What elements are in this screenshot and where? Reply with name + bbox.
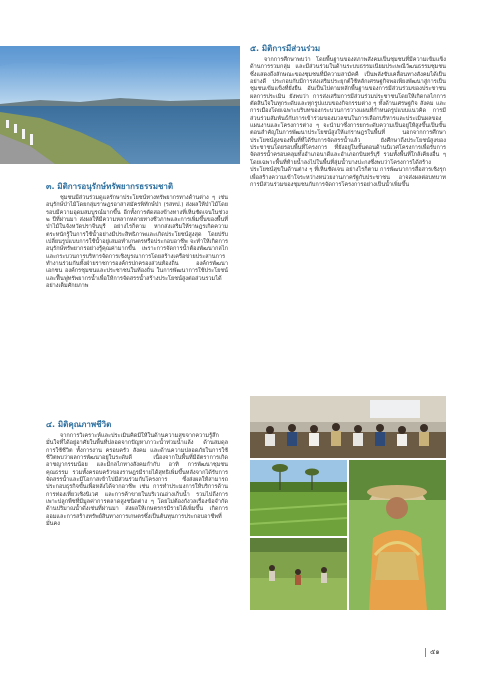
rice-field-photo xyxy=(250,460,347,536)
section-4-paragraph: จากการวิเคราะห์และประเมินคิดมีให้ในด้านความสุขจากความรู้สึกมั่นใจที่ได้อยู่อาศัยในพื้นที่ปลอดจากปัญหาภาวะน้ำท่วมน้ำแล้ง ด้านสมดุลการใช้ชีวิต ทั้งการงาน ครอบครัว สังคม และด้านความปลอดภัยในการใช้ชีวิตพบว่าผลการพัฒนาอยู่ในระดับดี เนื่องจากในพื้นที่มีอัตราการเกิดอาชญากรรมน้อย และมีกลไกทางสังคมกำกับ อาทิ การพัฒนาชุมชนคุณธรรม รวมทั้งครอบครัวของราษฎรมีรายได้สุทธิเพิ่มขึ้นหลังจากได้รับการจัดสรรน้ำและมีโอกาสเข้าไปมีส่วนร่วมกับโครงการ ซึ่งส่งผลให้สามารถประกอบธุรกิจขั้นเพื่อหลังได้จากอาชีพ เช่น การทำประมงการให้บริการด้านการท่องเที่ยวเชิงนิเวศ และการค้าขายในบริเวณอ่างเก็บน้ำ รวมไปถึงการเพาะปลูกพืชที่มีมูลค่าการตลาดสูงชนิดต่าง ๆ โดยไม่ต้องกังวลเรื่องข้อจำกัดด้านปริมาณน้ำดังเช่นที่ผ่านมา ส่งผลให้เกษตรกรมีรายได้เพิ่มขึ้น เกิดการออมและการสร้างทรัพย์สินทางการเกษตรซึ่งเป็นต้นทุนการประกอบอาชีพที่มั่นคง xyxy=(46,433,228,528)
section-3-heading: ๓. มิติการอนุรักษ์ทรัพยากรธรรมชาติ xyxy=(46,182,174,191)
section-5-paragraph: จากการศึกษาพบว่า โดยพื้นฐานของสภาพสังคมเป็นชุมชนที่มีความเข้มแข็งด้านการรวมกลุ่ม และมีส่วนร่วมในด้านระบบธรรมเนียมประเพณีวัฒนธรรมชุมชน ซึ่งแสดงถึงลักษณะของชุมชนที่มีความสามัคคี เป็นพลังขับเคลื่อนทางสังคมได้เป็นอย่างดี ประกอบกับมีการส่งเสริมประยุกต์ใช้หลักเศรษฐกิจพอเพียงพัฒนาสู่การเป็นชุมชนเข้มแข็งที่ยั่งยืน อันเป็นไปตามหลักพื้นฐานของการมีส่วนร่วมของประชาชนผลการประเมิน ยังพบว่า การส่งเสริมการมีส่วนร่วมประชาชนโดยให้เกิดกลไกการตัดสินใจในทุกระดับและทุกรูปแบบของกิจกรรมต่าง ๆ ทั้งด้านเศรษฐกิจ สังคม และการเมืองโดยเฉพาะบริบทของกระบวนการวางแผนที่กำหนดรูปแบบแนวคิด การมีส่วนร่วมสัมพันธ์กับการเข้าร่วมของมวลชนในการเลือกบริหารและประเมินผลของแผนงานและโครงการต่าง ๆ จะนำมาซึ่งการยกระดับความเป็นอยู่ให้สูงขึ้นเป็นขั้นตอนสำคัญในการพัฒนาประโยชน์สูงให้แก่ราษฎรในพื้นที่ นอกจากการศึกษาประโยชน์สูงของพื้นที่ที่ได้รับการจัดสรรน้ำแล้ว ยังศึกษาถึงประโยชน์สูงของประชาชนโดยรอบพื้นที่โครงการ ที่ยังอยู่ในขั้นตอนด้านนิเวศโครงการเพื่อรับการจัดสรรน้ำครอบคลุมทั้งอำเภอนาดีและอำเภอกบินทร์บุรี รวมทั้งพื้นที่ใกล้เคียงอื่น ๆ โดยเฉพาะพื้นที่ท้ายน้ำลงไปในพื้นที่ลุ่มน้ำบางปะกงซึ่งพบว่าโครงการได้สร้างประโยชน์สุขในด้านต่าง ๆ ที่เห็นชัดเจน อย่างไรก็ตาม การพัฒนาการสื่อสารเชิงรุกเพื่อสร้างความเข้าใจระหว่างหน่วยงานภาครัฐกับประชาชน อาจส่งผลต่อบทบาทการมีส่วนร่วมของชุมชนกับการจัดการโครงการอย่างเป็นน้ำเพิ่มขึ้น xyxy=(250,57,446,188)
section-5-participation xyxy=(250,44,446,189)
reservoir-road-photo xyxy=(0,46,240,164)
meeting-photo xyxy=(250,396,446,458)
photo-collage xyxy=(250,396,446,610)
section-4-heading: ๔. มิติคุณภาพชีวิต xyxy=(46,420,112,429)
page-number: ๕๑ xyxy=(425,648,440,657)
farmer-with-rice-photo xyxy=(349,460,446,610)
paddy-workers-photo xyxy=(250,538,347,610)
section-5-heading: ๕. มิติการมีส่วนร่วม xyxy=(250,44,321,53)
section-4-quality-of-life xyxy=(46,420,228,528)
section-3-conservation xyxy=(46,182,228,290)
section-3-paragraph: ชุมชนมีส่วนร่วมดูแลรักษาประโยชน์ทางทรัพยากรทางด้านต่าง ๆ เช่น อนุรักษ์ป่าไม้โดยกลุ่มราษฎรอาสาสมัครพิทักษ์ป่า (รสทป.) ส่งผลให้ป่าไม้โดยรอบมีความอุดมสมบูรณ์มากขึ้น อีกทั้งการตัดสองข้างทางที่เห็นชัดเจนในช่วง ๒ ปีที่ผ่านมา ส่งผลให้มีความหลากหลายทางชีวภาพและการเพิ่มขึ้นของพื้นที่ป่าไม้ในจังหวัดปราจีนบุรี อย่างไรก็ตาม หากส่งเสริมให้ราษฎรเกิดความตระหนักรู้ในการใช้น้ำอย่างมีประสิทธิภาพและเกิดประโยชน์สูงสุด โดยปรับเปลี่ยนรูปแบบการใช้น้ำอยู่เสมอทำเกษตรหรือประกอบอาชีพ จะทำให้เกิดการอนุรักษ์ทรัพยากรอย่างรู้คุณค่ามากขึ้น เพราะการจัดการน้ำต้องพัฒนากลไกและกระบวนการบริหารจัดการเชิงบูรณาการโดยสร้างเครือข่ายประสานการทำงานร่วมกันทั้งฝ่ายราชการองค์กรปกครองส่วนท้องถิ่น องค์กรพัฒนาเอกชน องค์กรชุมชนและประชาชนในท้องถิ่น ในการพัฒนาการใช้ประโยชน์และฟื้นฟูทรัพยากรน้ำเพื่อให้การจัดสรรน้ำสร้างประโยชน์สูงต่อส่วนรวมได้อย่างเต็มศักยภาพ xyxy=(46,195,228,290)
